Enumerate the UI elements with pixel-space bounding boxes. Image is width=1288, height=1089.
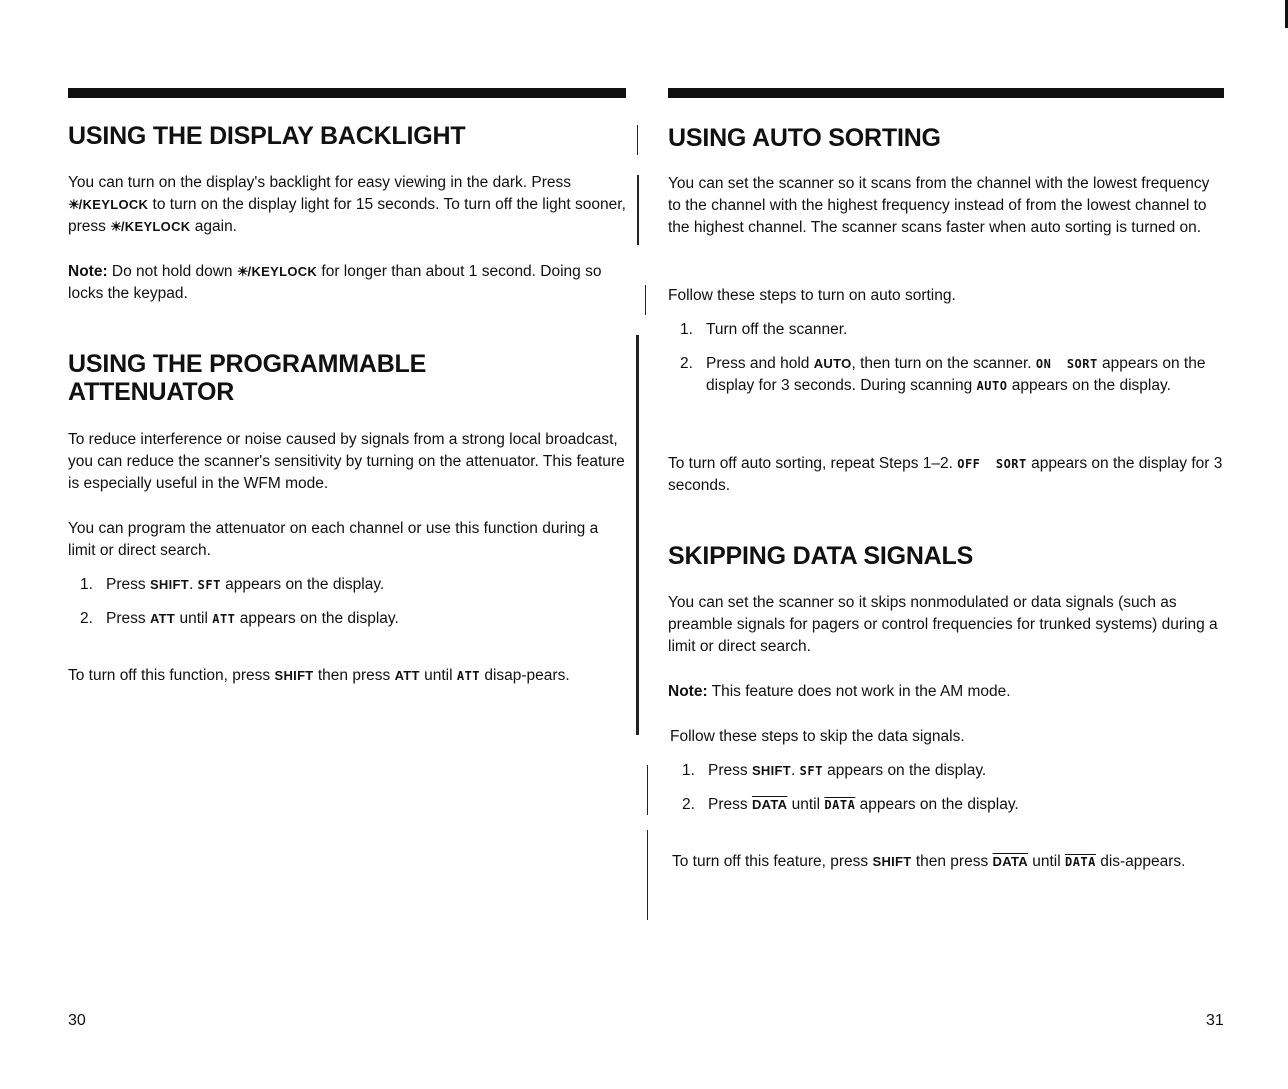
auto-sorting-step-1: 1. Turn off the scanner. (680, 321, 848, 338)
auto-sorting-paragraph-1: You can set the scanner so it scans from the channel with the lowest frequency to the channel with the highest frequency instead of from the lowest channel to the highest channel. The scanner scans faster when auto sorting is turned on. (668, 175, 1210, 236)
auto-sorting-heading: USING AUTO SORTING (668, 124, 941, 152)
backlight-icon: ☀ (236, 264, 248, 279)
skipping-data-paragraph-2: Follow these steps to skip the data signals. (670, 728, 965, 745)
page-number-right: 31 (1206, 1012, 1224, 1029)
skipping-data-step-2: 2. Press DATA until DATA appears on the display. (682, 796, 1019, 813)
attenuator-paragraph-2: You can program the attenuator on each channel or use this function during a limit or direct search. (68, 520, 599, 559)
gutter-line (637, 175, 639, 245)
auto-sorting-paragraph-2: Follow these steps to turn on auto sorting. (668, 287, 956, 304)
skipping-data-step-1: 1. Press SHIFT. SFT appears on the display. (682, 762, 987, 779)
attenuator-heading: USING THE PROGRAMMABLE ATTENUATOR (68, 350, 427, 406)
page-number-left: 30 (68, 1012, 86, 1029)
backlight-icon: ☀ (68, 197, 79, 212)
skipping-data-heading: SKIPPING DATA SIGNALS (668, 542, 974, 570)
attenuator-step-1: 1. Press SHIFT. SFT appears on the display. (80, 576, 385, 593)
gutter-line (645, 285, 646, 315)
gutter-line (647, 765, 648, 815)
attenuator-paragraph-1: To reduce interference or noise caused by signals from a strong local broadcast, you can reduce the scanner's sensitivity by turning on the attenuator. This feature is especially useful in the WFM mode. (68, 431, 625, 492)
auto-sorting-paragraph-3: To turn off auto sorting, repeat Steps 1–2. OFF SORT appears on the display for 3 seconds. (668, 455, 1223, 494)
skipping-data-note: Note: This feature does not work in the AM mode. (668, 683, 1011, 700)
backlight-icon: ☀ (110, 219, 121, 234)
attenuator-step-2: 2. Press ATT until ATT appears on the display. (80, 610, 399, 627)
backlight-heading: USING THE DISPLAY BACKLIGHT (68, 122, 466, 150)
skipping-data-paragraph-3: To turn off this feature, press SHIFT then press DATA until DATA dis-appears. (672, 853, 1186, 870)
backlight-note: Note: Do not hold down ☀/KEYLOCK for longer than about 1 second. Doing so locks the keypad. (68, 263, 602, 302)
skipping-data-paragraph-1: You can set the scanner so it skips nonmodulated or data signals (such as preamble signals for pagers or control frequencies for trunked systems) during a limit or direct search. (668, 594, 1218, 655)
gutter-line (637, 125, 638, 155)
backlight-paragraph: You can turn on the display's backlight for easy viewing in the dark. Press ☀/KEYLOCK to turn on the display light for 15 seconds. To turn off the light sooner, press ☀/KEYLOCK again. (68, 174, 626, 235)
right-header-rule (668, 88, 1224, 98)
attenuator-paragraph-3: To turn off this function, press SHIFT then press ATT until ATT disap-pears. (68, 667, 570, 684)
auto-sorting-step-2: 2. Press and hold AUTO, then turn on the scanner. ON SORT appears on the display for 3 seconds. During scanning AUTO appears on the display. (680, 355, 1206, 394)
gutter-line (647, 830, 648, 920)
gutter-line (636, 335, 639, 735)
left-header-rule (68, 88, 626, 98)
